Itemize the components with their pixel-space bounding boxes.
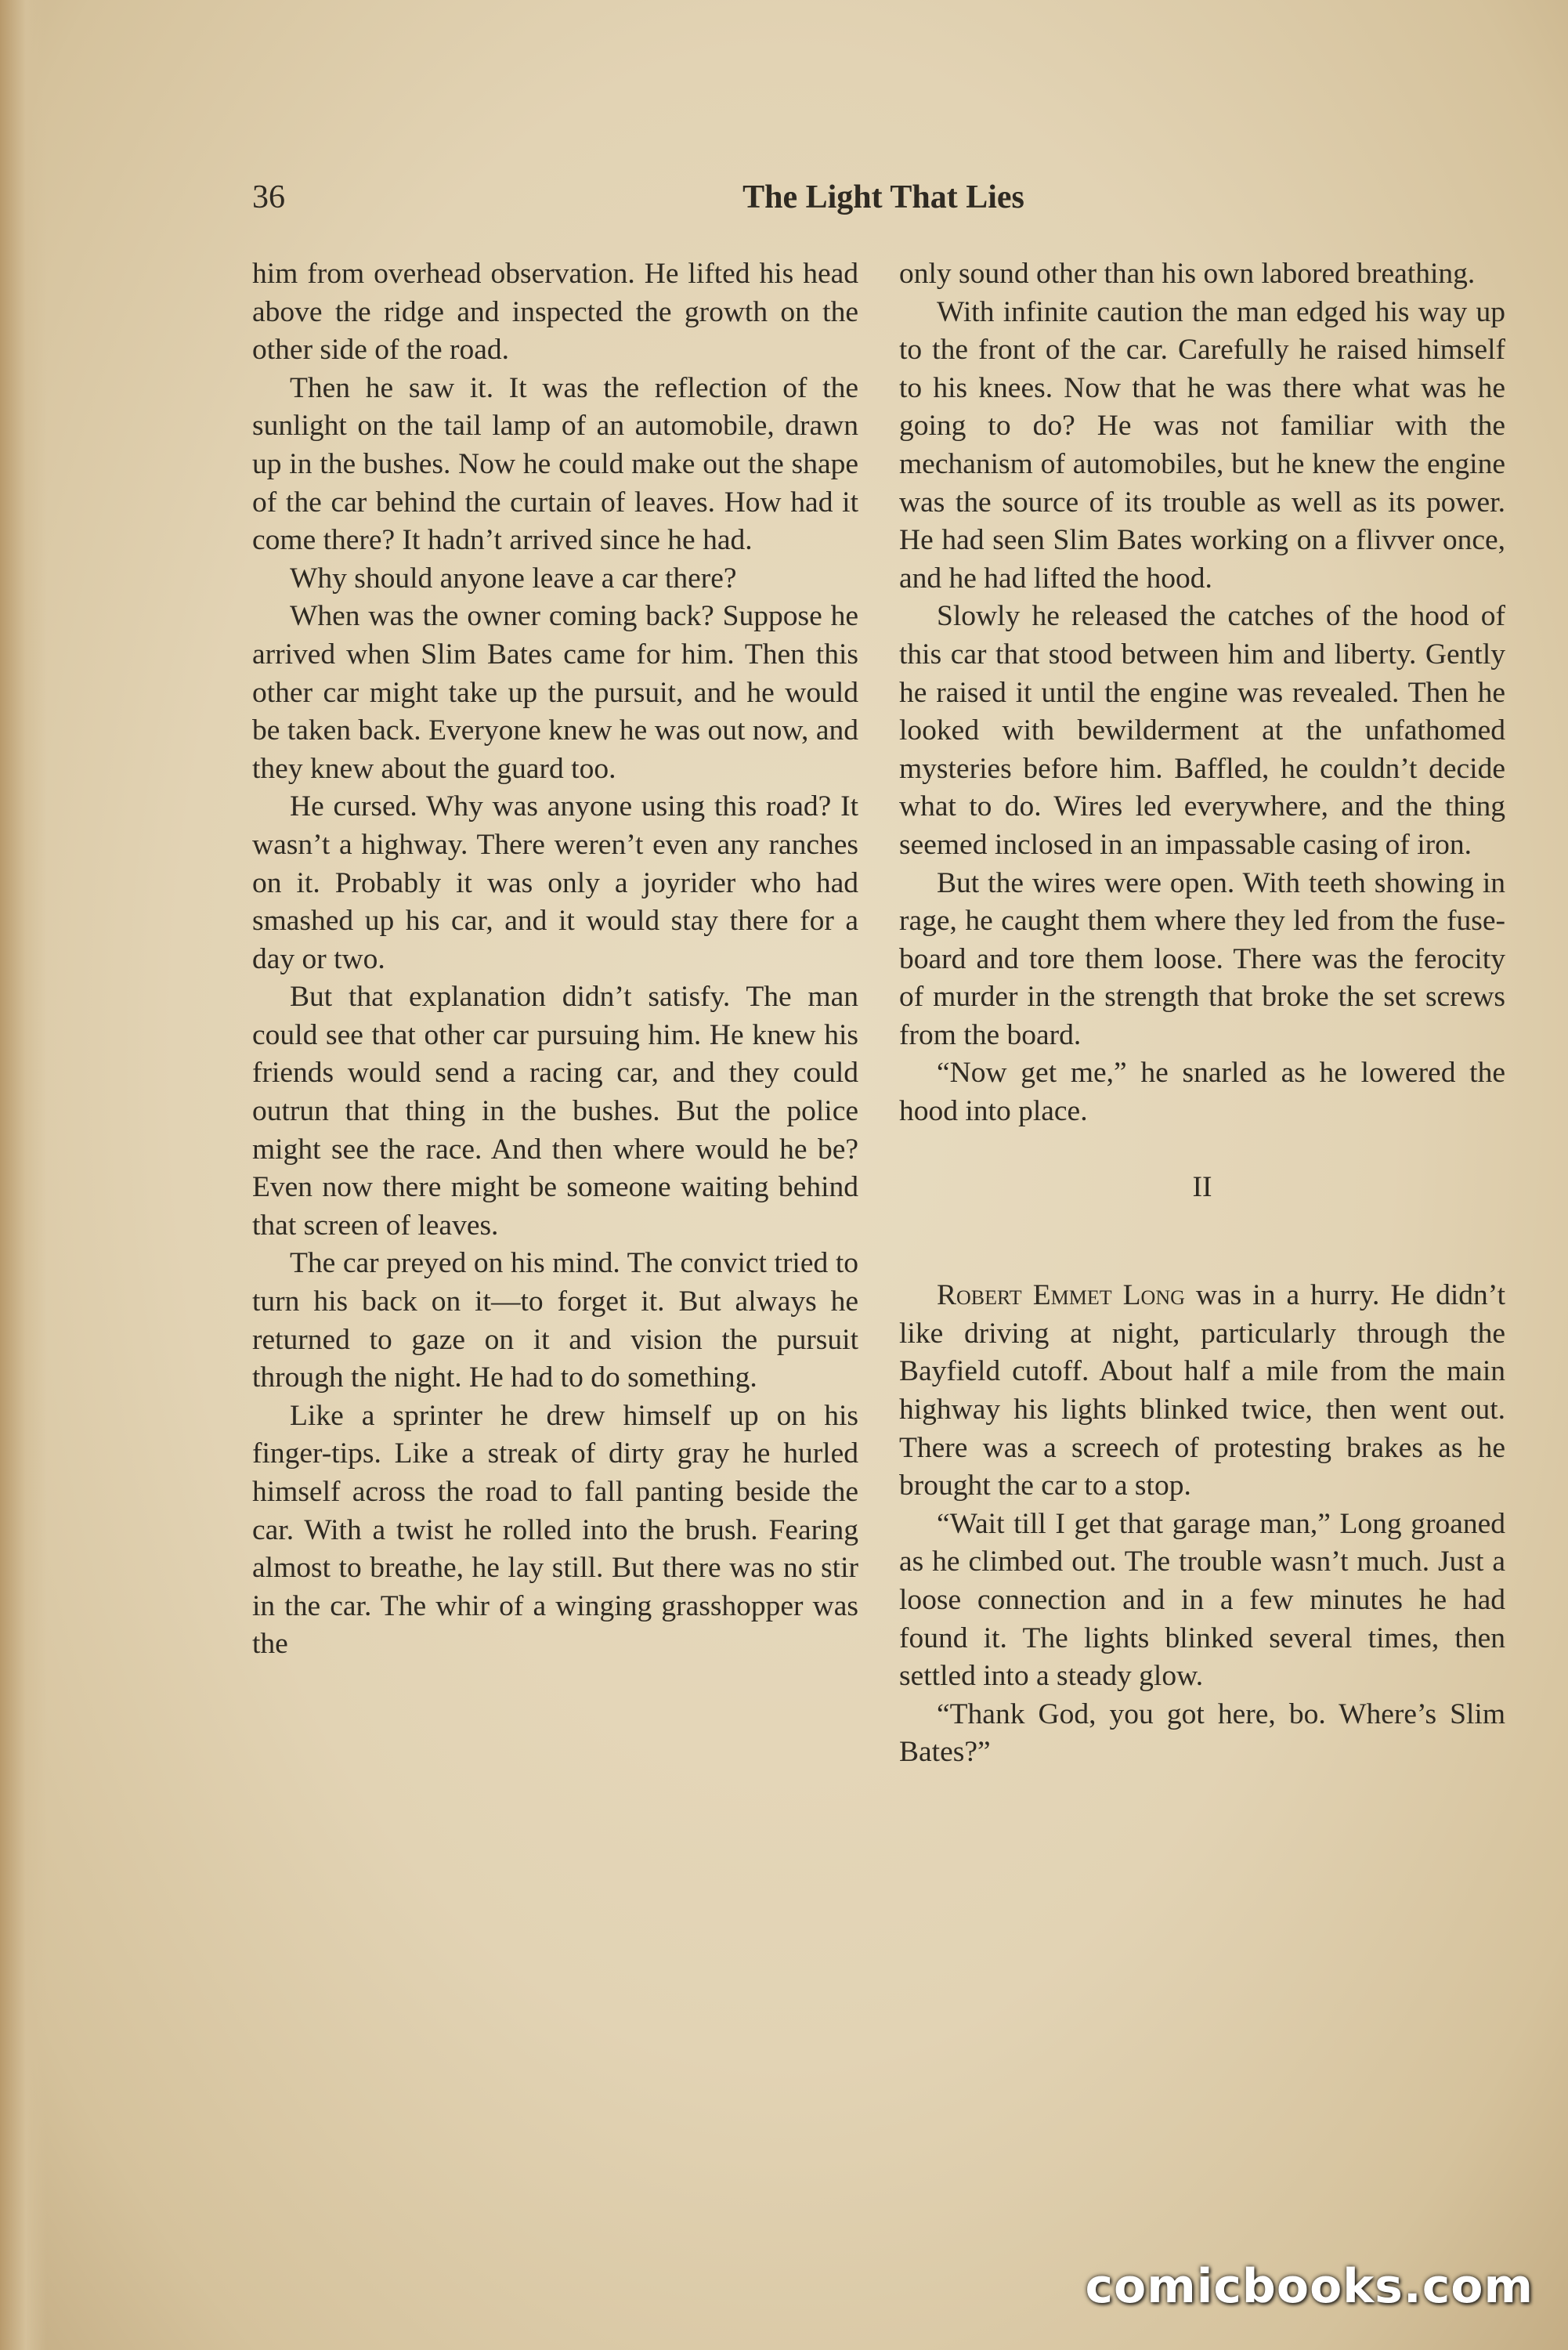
paragraph: With infinite caution the man edged his way up to the front of the car. Carefully he raised himself to his knees. Now that he was there what was he going to do? He was not familiar with the mechanism of automobiles, but he knew the engine was the source of its trouble as well as its power. He had seen Slim Bates working on a flivver once, and he had lifted the hood. xyxy=(899,295,1505,595)
section-number: II xyxy=(1192,1170,1212,1203)
section-lead-paragraph xyxy=(899,1277,1505,1506)
paragraph: But the wires were open. With teeth showing in rage, he caught them where they led from the fuse-board and tore them loose. There was the ferocity of murder in the strength that broke the set screws from the board. xyxy=(899,866,1505,1051)
page-number: 36 xyxy=(252,179,285,215)
paragraph: “Thank God, you got here, bo. Where’s Slim Bates?” xyxy=(899,1697,1505,1769)
paragraph: He cursed. Why was anyone using this road? It wasn’t a highway. There weren’t even any ranches on it. Probably it was only a joyrider who had smashed up his car, and it would stay there for a day or two. xyxy=(252,790,858,975)
paragraph: Why should anyone leave a car there? xyxy=(290,562,737,595)
page-spine-shadow xyxy=(0,0,47,2350)
right-column xyxy=(899,255,1505,1772)
paragraph: “Now get me,” he snarled as he lowered the hood into place. xyxy=(899,1057,1505,1128)
paragraph: The car preyed on his mind. The convict tried to turn his back on it—to forget it. But always he returned to gaze on it and vision the pursuit through the night. He had to do something. xyxy=(252,1247,858,1394)
paragraph: “Wait till I get that garage man,” Long groaned as he climbed out. The trouble wasn’t much. Just a loose connection and in a few minutes he had found it. The lights blinked several times, then settled into a steady glow. xyxy=(899,1507,1505,1693)
paragraph: Slowly he released the catches of the hood of this car that stood between him and liberty. Gently he raised it until the engine was revealed. Then he looked with bewilderment at the unfathomed mysteries before him. Baffled, he couldn’t decide what to do. Wires led everywhere, and the thing seemed inclosed in an impassable casing of iron. xyxy=(899,600,1505,861)
section-lead-name: Robert Emmet Long xyxy=(937,1279,1185,1312)
paragraph: Like a sprinter he drew himself up on his finger-tips. Like a streak of dirty gray he hurled himself across the road to fall panting beside the car. With a twist he rolled into the brush. Fearing almost to breathe, he lay still. But there was no stir in the car. The whir of a winging grasshopper was the xyxy=(252,1399,858,1661)
paragraph: But that explanation didn’t satisfy. The man could see that other car pursuing him. He knew his friends would send a racing car, and they could outrun that thing in the bushes. But the police might see the race. And then where would he be? Even now there might be someone waiting behind that screen of leaves. xyxy=(252,981,858,1242)
paragraph: only sound other than his own labored breathing. xyxy=(899,258,1476,290)
running-head xyxy=(252,174,1515,221)
paragraph: him from overhead observation. He lifted his head above the ridge and inspected the growth on the other side of the road. xyxy=(252,258,858,367)
watermark: comicbooks.com xyxy=(1085,2259,1534,2314)
page-title: The Light That Lies xyxy=(742,179,1024,215)
paragraph: Then he saw it. It was the reflection of the sunlight on the tail lamp of an automobile, drawn up in the bushes. Now he could make out the shape of the car behind the curtain of leaves. How had it come there? It hadn’t arrived since he had. xyxy=(252,371,858,557)
paragraph: When was the owner coming back? Suppose he arrived when Slim Bates came for him. Then this other car might take up the pursuit, and he would be taken back. Everyone knew he was out now, and they knew about the guard too. xyxy=(252,600,858,785)
left-column xyxy=(252,255,858,1664)
section-lead-text: was in a hurry. He didn’t like driving at night, particularly through the Bayfield cutoff. About half a mile from the main highway his lights blinked twice, then went out. There was a screech of protesting brakes as he brought the car to a stop. xyxy=(899,1279,1505,1502)
